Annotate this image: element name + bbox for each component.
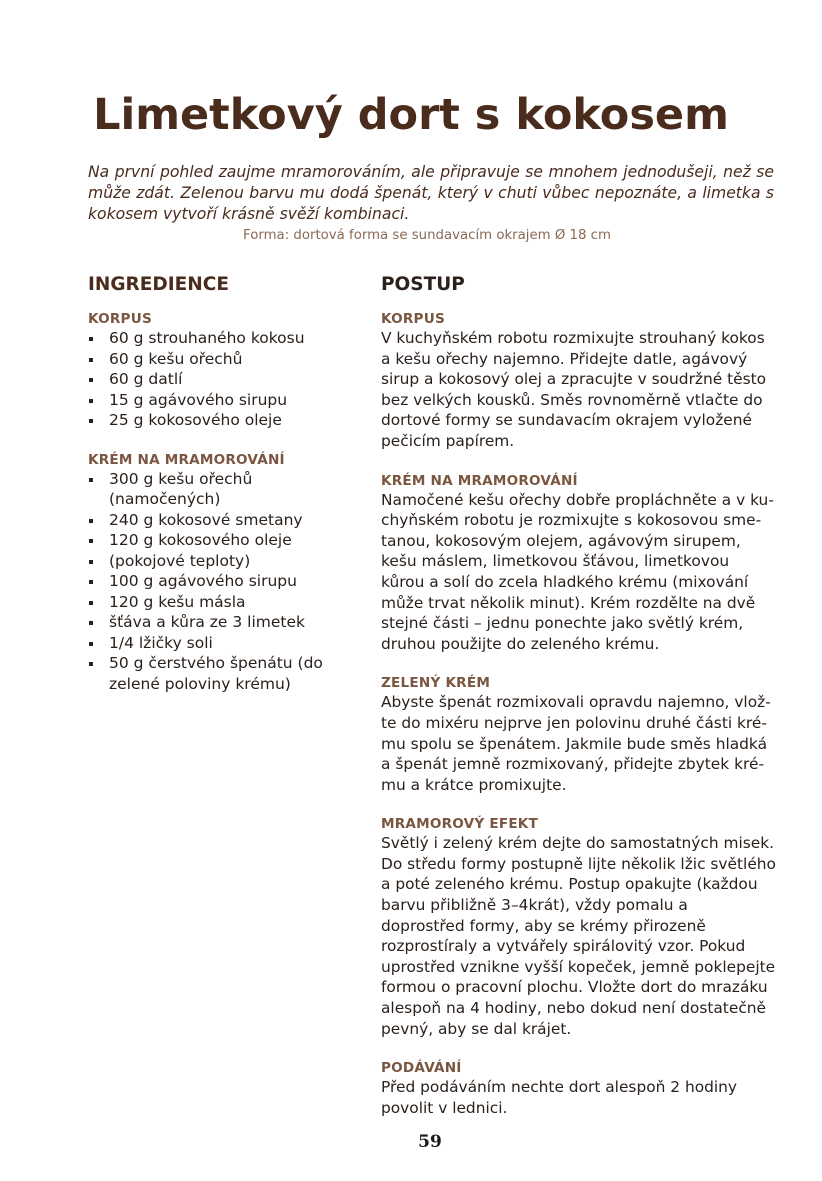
- page-number: 59: [418, 1132, 442, 1152]
- procedure-section: [381, 674, 776, 795]
- procedure-section-heading: KRÉM NA MRAMOROVÁNÍ: [381, 472, 578, 489]
- procedure-text: Světlý i zelený krém dejte do samostatných misek. Do středu formy postupně lijte několik lžic světlého a poté zeleného krému. Postup opakujte (každou barvu přibližně 3–4krát), vždy pomalu a doprostřed formy, aby se krémy přirozeně rozprostíraly a vytvářely spirálovitý vzor. Pokud uprostřed vznikne vyšší kopeček, jemně poklepejte formou o pracovní plochu. Vložte dort do mrazáku alespoň na 4 hodiny, nebo dokud není dostatečně pevný, aby se dal krájet.: [381, 834, 776, 1038]
- baking-form-note: Forma: dortová forma se sundavacím okrajem Ø 18 cm: [243, 228, 611, 243]
- procedure-section-heading: MRAMOROVÝ EFEKT: [381, 816, 539, 833]
- ingredients-list: [88, 328, 358, 431]
- ingredient-item: 1/4 lžičky soli: [88, 633, 358, 654]
- ingredient-item: (pokojové teploty): [88, 551, 358, 572]
- recipe-intro: Na první pohled zaujme mramorováním, ale připravuje se mnohem jednodušeji, než se může zdát. Zelenou barvu mu dodá špenát, který v chuti vůbec nepoznáte, a limetka s kokosem vytvoří krásně svěží kombinaci.: [88, 163, 774, 223]
- procedure-section-heading: KORPUS: [381, 311, 445, 327]
- recipe-title: Limetkový dort s kokosem: [93, 90, 729, 140]
- procedure-text: V kuchyňském robotu rozmixujte strouhaný kokos a kešu ořechy najemno. Přidejte datle, agávový sirup a kokosový olej a zpracujte v soudržné těsto bez velkých kousků. Směs rovnoměrně vtlačte do dortové formy se sundavacím okrajem vyložené pečicím papírem.: [381, 329, 767, 450]
- procedure-text: Před podáváním nechte dort alespoň 2 hodiny povolit v lednici.: [381, 1078, 738, 1117]
- procedure-text: Abyste špenát rozmixovali opravdu najemno, vložte do mixéru nejprve jen polovinu druhé části krému spolu se špenátem. Jakmile bude směs hladká a špenát jemně rozmixovaný, přidejte zbytek krému a krátce promixujte.: [381, 693, 771, 794]
- ingredient-item: 300 g kešu ořechů (namočených): [88, 469, 358, 510]
- ingredient-item: 50 g čerstvého špenátu (do zelené poloviny krému): [88, 653, 358, 694]
- procedure-text: Namočené kešu ořechy dobře propláchněte a v kuchyňském robotu je rozmixujte s kokosovou smetanou, kokosovým olejem, agávovým sirupem, kešu máslem, limetkovou šťávou, limetkovou kůrou a solí do zcela hladkého krému (mixování může trvat několik minut). Krém rozdělte na dvě stejné části – jednu ponechte jako světlý krém, druhou použijte do zeleného krému.: [381, 490, 774, 653]
- procedure-column: [381, 272, 776, 1138]
- ingredient-item: 120 g kokosového oleje: [88, 530, 358, 551]
- ingredient-item: 25 g kokosového oleje: [88, 410, 358, 431]
- procedure-section: [381, 815, 776, 1039]
- ingredient-item: šťáva a kůra ze 3 limetek: [88, 612, 358, 633]
- ingredient-item: 60 g datlí: [88, 369, 358, 390]
- ingredients-heading: INGREDIENCE: [88, 274, 230, 295]
- ingredients-list: [88, 469, 358, 695]
- procedure-section: [381, 1059, 776, 1118]
- procedure-heading: POSTUP: [381, 274, 465, 295]
- procedure-section-heading: ZELENÝ KRÉM: [381, 675, 491, 692]
- ingredient-item: 120 g kešu másla: [88, 592, 358, 613]
- ingredients-column: [88, 272, 358, 714]
- ingredient-item: 100 g agávového sirupu: [88, 571, 358, 592]
- ingredient-item: 60 g strouhaného kokosu: [88, 328, 358, 349]
- procedure-section-heading: PODÁVÁNÍ: [381, 1060, 462, 1077]
- ingredients-group-heading: KRÉM NA MRAMOROVÁNÍ: [88, 451, 285, 468]
- ingredient-item: 240 g kokosové smetany: [88, 510, 358, 531]
- ingredient-item: 60 g kešu ořechů: [88, 349, 358, 370]
- procedure-section: [381, 310, 776, 452]
- ingredient-item: 15 g agávového sirupu: [88, 390, 358, 411]
- ingredients-group-heading: KORPUS: [88, 311, 152, 327]
- procedure-section: [381, 472, 776, 655]
